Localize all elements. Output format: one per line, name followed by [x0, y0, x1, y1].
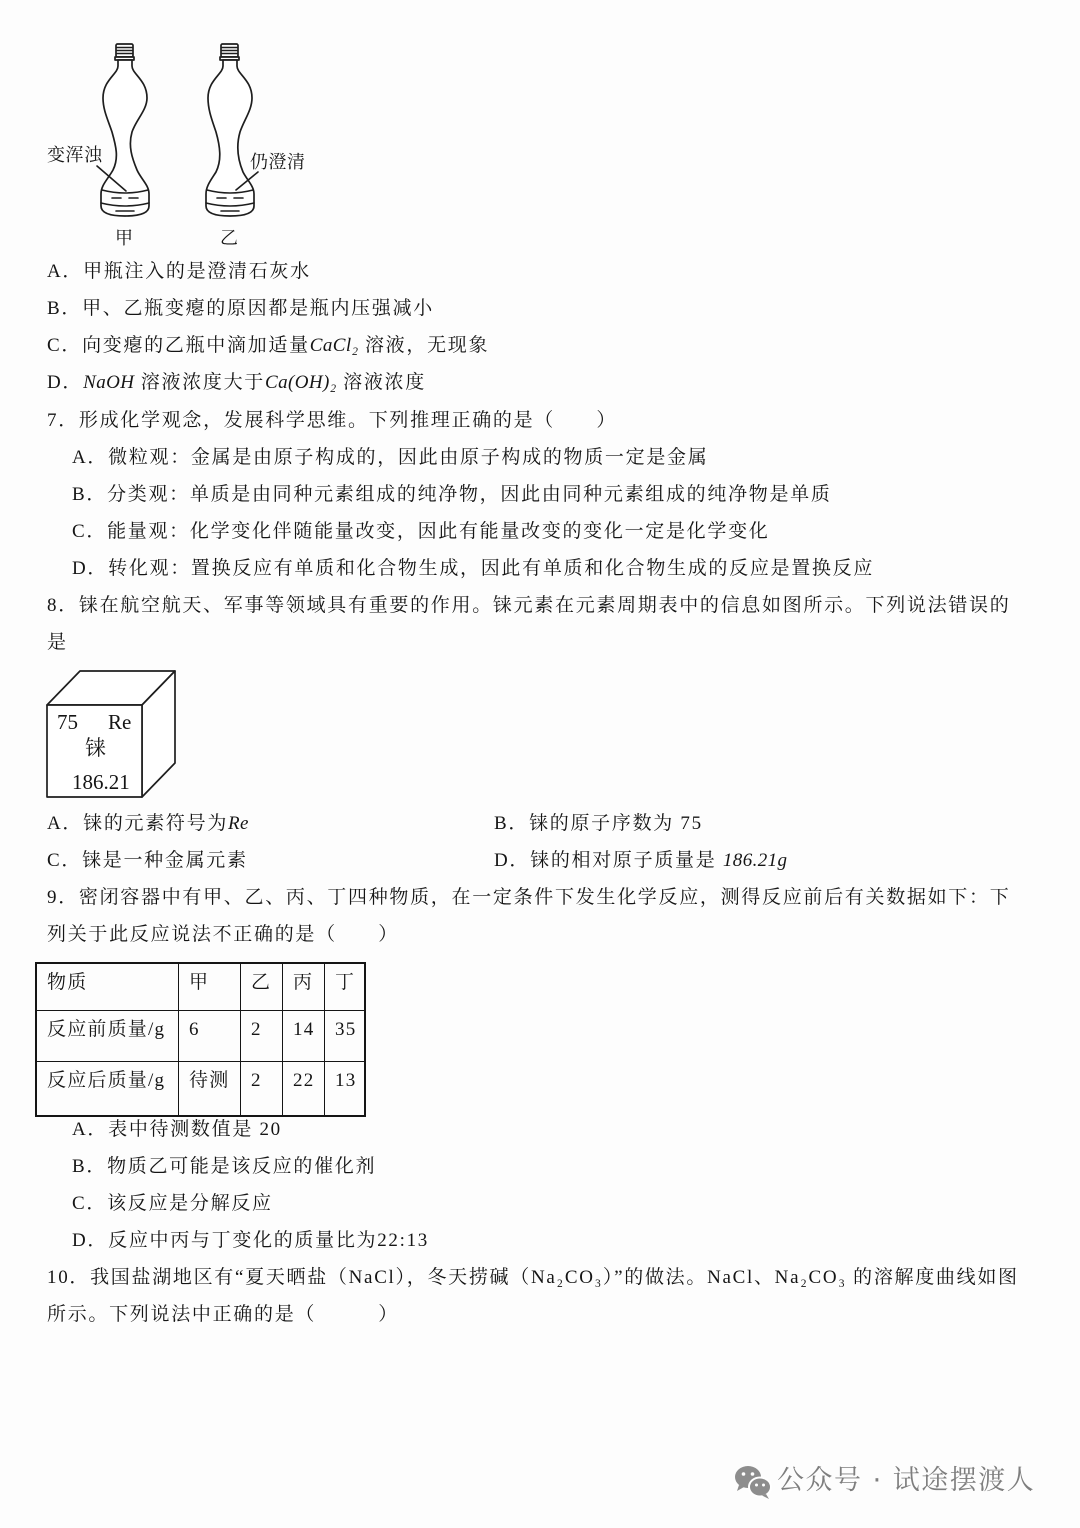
bottle-right-label: 乙	[220, 228, 239, 248]
bottles-figure	[0, 0, 330, 230]
option-text: 微粒观：金属是由原子构成的，因此由原子构成的物质一定是金属	[108, 447, 709, 468]
q8-option-a	[47, 813, 249, 835]
option-letter: B．	[72, 1156, 108, 1177]
bottle-yi	[206, 44, 258, 216]
q6-option-c	[47, 335, 489, 357]
element-name: 铼	[85, 736, 106, 760]
q10-stem-line-1: 10．我国盐湖地区有“夏天晒盐（NaCl），冬天捞碱（Na₂CO₃）”的做法。NaCl、Na₂CO₃ 的溶解度曲线如图	[47, 1267, 1019, 1288]
table-cell: 6	[179, 1011, 241, 1062]
turbid-label: 变浑浊	[47, 145, 103, 165]
option-letter: B．	[47, 298, 83, 319]
table-cell: 反应后质量/g	[36, 1062, 179, 1117]
option-letter: C．	[72, 1193, 108, 1214]
option-letter: A．	[72, 1119, 109, 1140]
option-letter: A．	[47, 261, 84, 282]
option-text: 溶液浓度	[336, 372, 426, 393]
option-text: 反应中丙与丁变化的质量比为22:13	[108, 1230, 430, 1251]
q8-option-c	[47, 850, 248, 872]
wechat-icon	[733, 1462, 773, 1502]
table-cell: 13	[325, 1062, 366, 1117]
option-text: 物质乙可能是该反应的催化剂	[107, 1156, 377, 1177]
option-text: 溶液，无现象	[358, 335, 490, 356]
option-letter: B．	[494, 813, 530, 834]
option-text: 甲瓶注入的是澄清石灰水	[83, 261, 311, 282]
chemical-formula: Ca(OH)₂	[265, 372, 337, 393]
q9-option-a	[72, 1119, 282, 1141]
atomic-number: 75	[57, 710, 78, 734]
q9-stem-line-1: 9．密闭容器中有甲、乙、丙、丁四种物质，在一定条件下发生化学反应，测得反应前后有关数据如下：下	[47, 887, 1011, 908]
option-text: 分类观：单质是由同种元素组成的纯净物，因此由同种元素组成的纯净物是单质	[107, 484, 832, 505]
option-text: 铼的原子序数为 75	[529, 813, 703, 834]
option-text: 铼是一种金属元素	[82, 850, 248, 871]
option-letter: C．	[47, 850, 83, 871]
bottle-jia	[97, 44, 149, 216]
option-text: 能量观：化学变化伴随能量改变，因此有能量改变的变化一定是化学变化	[107, 521, 770, 542]
option-text: 向变瘪的乙瓶中滴加适量	[82, 335, 310, 356]
option-letter: A．	[47, 813, 84, 834]
q8-stem-line-1: 8．铼在航空航天、军事等领域具有重要的作用。铼元素在元素周期表中的信息如图所示。下列说法错误的	[47, 595, 1011, 616]
table-cell: 22	[283, 1062, 325, 1117]
table-cell: 丙	[283, 963, 325, 1011]
q7-option-a	[72, 447, 708, 469]
option-letter: C．	[72, 521, 108, 542]
table-row	[36, 1062, 365, 1117]
watermark-text: 公众号 · 试途摆渡人	[777, 1465, 1036, 1496]
option-letter: C．	[47, 335, 83, 356]
element-symbol-italic: Re	[228, 813, 249, 834]
table-cell: 物质	[36, 963, 179, 1011]
option-letter: D．	[494, 850, 531, 871]
table-cell: 2	[241, 1062, 283, 1117]
table-cell: 乙	[241, 963, 283, 1011]
q8-option-b	[494, 813, 703, 835]
chemical-formula: CaCl₂	[309, 335, 359, 356]
table-cell: 丁	[325, 963, 366, 1011]
option-text: 表中待测数值是 20	[108, 1119, 282, 1140]
q10-stem-line-2: 所示。下列说法中正确的是（ ）	[47, 1304, 399, 1325]
table-header-row	[36, 963, 365, 1011]
table-cell: 2	[241, 1011, 283, 1062]
element-symbol: Re	[108, 710, 132, 734]
q9-stem-line-2: 列关于此反应说法不正确的是（ ）	[47, 924, 399, 945]
atomic-mass: 186.21	[72, 770, 130, 794]
q6-option-a	[47, 261, 311, 283]
q9-option-d	[72, 1230, 429, 1252]
q7-option-d	[72, 558, 874, 580]
option-letter: A．	[72, 447, 109, 468]
q7-option-b	[72, 484, 832, 506]
q8-stem-line-2: 是	[47, 632, 68, 653]
clear-label: 仍澄清	[250, 152, 306, 172]
option-text: 铼的元素符号为	[83, 813, 229, 834]
option-text: 该反应是分解反应	[107, 1193, 273, 1214]
q9-option-c	[72, 1193, 273, 1215]
bottle-left-label: 甲	[115, 228, 134, 248]
option-text: 溶液浓度大于	[134, 372, 265, 393]
mass-value-italic: 186.21g	[722, 850, 788, 871]
q9-option-b	[72, 1156, 376, 1178]
q8-option-d	[494, 850, 787, 872]
table-row	[36, 1011, 365, 1062]
table-cell: 甲	[179, 963, 241, 1011]
option-text: 铼的相对原子质量是	[530, 850, 723, 871]
table-cell: 14	[283, 1011, 325, 1062]
q7-stem: 7．形成化学观念，发展科学思维。下列推理正确的是（ ）	[47, 410, 618, 431]
q6-option-d	[47, 372, 426, 394]
table-cell: 反应前质量/g	[36, 1011, 179, 1062]
option-letter: D．	[72, 1230, 109, 1251]
table-cell: 待测	[179, 1062, 241, 1117]
option-text: 甲、乙瓶变瘪的原因都是瓶内压强减小	[82, 298, 434, 319]
chemical-formula: NaOH	[83, 372, 135, 393]
option-text: 转化观：置换反应有单质和化合物生成，因此有单质和化合物生成的反应是置换反应	[108, 558, 875, 579]
q7-option-c	[72, 521, 769, 543]
option-letter: D．	[47, 372, 84, 393]
option-letter: D．	[72, 558, 109, 579]
q6-option-b	[47, 298, 434, 320]
reaction-mass-table	[35, 962, 366, 1117]
option-letter: B．	[72, 484, 108, 505]
table-cell: 35	[325, 1011, 366, 1062]
